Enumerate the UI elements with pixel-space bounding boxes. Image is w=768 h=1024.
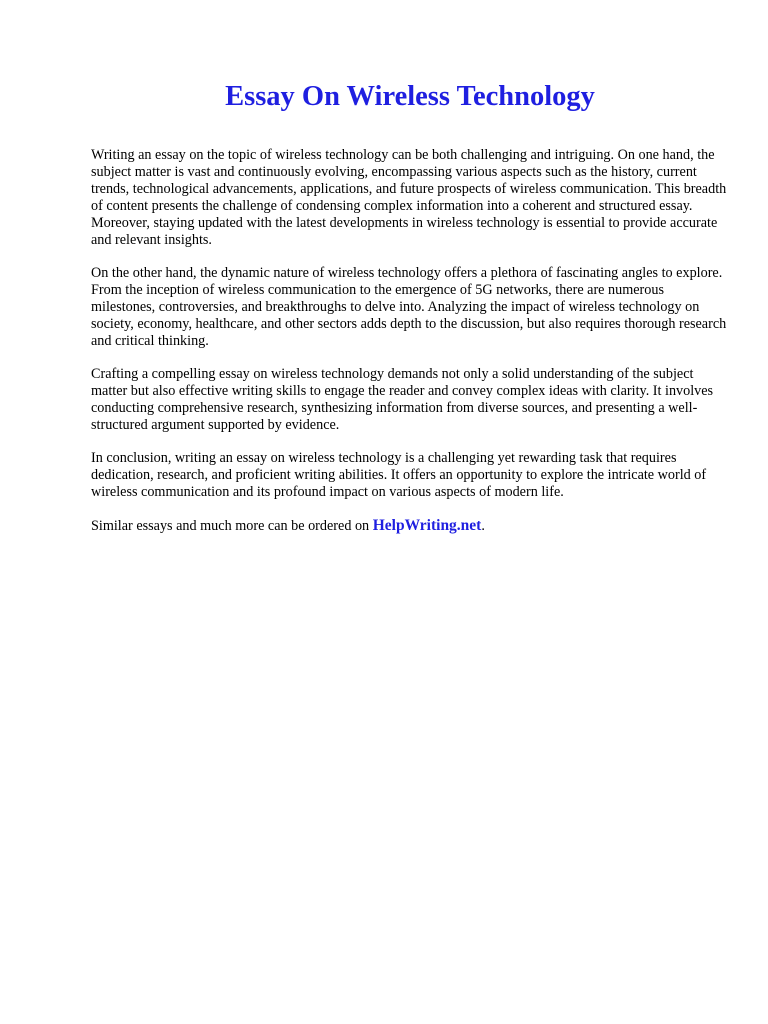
footer-line — [91, 517, 727, 535]
paragraph-1: Writing an essay on the topic of wireless technology can be both challenging and intriguing. On one hand, the subject matter is vast and continuously evolving, encompassing various aspects such as the history, current trends, technological advancements, applications, and future prospects of wireless communication. This breadth of content presents the challenge of condensing complex information into a coherent and structured essay. Moreover, staying updated with the latest developments in wireless technology is essential to provide accurate and relevant insights. — [91, 147, 727, 248]
paragraph-3: Crafting a compelling essay on wireless technology demands not only a solid understanding of the subject matter but also effective writing skills to engage the reader and convey complex ideas with clarity. It involves conducting comprehensive research, synthesizing information from diverse sources, and presenting a well-structured argument supported by evidence. — [91, 366, 714, 433]
helpwriting-link[interactable]: HelpWriting.net — [372, 517, 482, 534]
paragraph-2: On the other hand, the dynamic nature of wireless technology offers a plethora of fascinating angles to explore. From the inception of wireless communication to the emergence of 5G networks, there are numerous milestones, controversies, and breakthroughs to delve into. Analyzing the impact of wireless technology on society, economy, healthcare, and other sectors adds depth to the discussion, but also requires thorough research and critical thinking. — [91, 265, 727, 349]
footer-prefix: Similar essays and much more can be ordered on — [91, 518, 373, 534]
footer-suffix: . — [481, 518, 485, 534]
page-title: Essay On Wireless Technology — [225, 81, 595, 112]
paragraph-4: In conclusion, writing an essay on wireless technology is a challenging yet rewarding task that requires dedication, research, and proficient writing abilities. It offers an opportunity to explore the intricate world of wireless communication and its profound impact on various aspects of modern life. — [91, 450, 707, 500]
essay-body — [91, 147, 727, 551]
